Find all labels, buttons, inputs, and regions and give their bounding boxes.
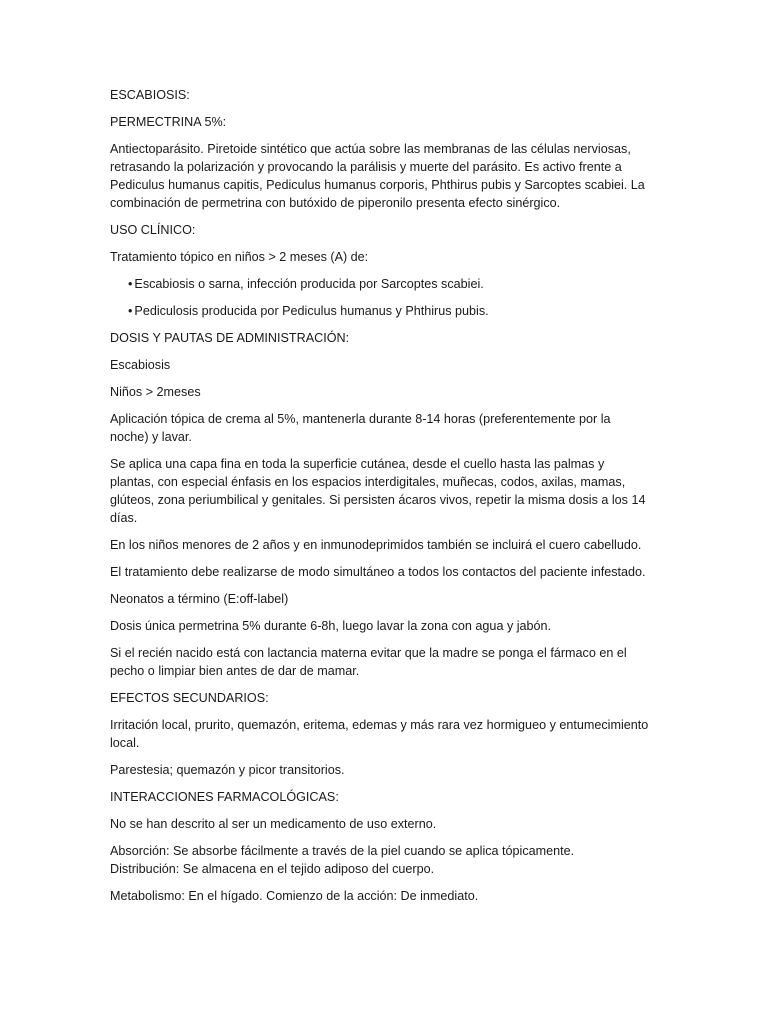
paragraph-under-two: En los niños menores de 2 años y en inmunodeprimidos también se incluirá el cuero cabelludo. (110, 538, 642, 552)
absorption-line: Absorción: Se absorbe fácilmente a través de la piel cuando se aplica tópicamente. (110, 844, 575, 858)
section-heading-interacciones: INTERACCIONES FARMACOLÓGICAS: (110, 790, 339, 804)
paragraph-contacts: El tratamiento debe realizarse de modo simultáneo a todos los contactos del paciente infestado. (110, 565, 646, 579)
distribution-line: Distribución: Se almacena en el tejido adiposo del cuerpo. (110, 862, 435, 876)
paragraph-treatment: Tratamiento tópico en niños > 2 meses (A) de: (110, 250, 369, 264)
section-heading-dosis: DOSIS Y PAUTAS DE ADMINISTRACIÓN: (110, 331, 350, 345)
paragraph-application: Aplicación tópica de crema al 5%, mantenerla durante 8-14 horas (preferentemente por la noche) y lavar. (110, 412, 611, 444)
section-heading-escabiosis: ESCABIOSIS: (110, 88, 190, 102)
section-heading-uso-clinico: USO CLÍNICO: (110, 223, 196, 237)
paragraph-description: Antiectoparásito. Piretoide sintético que actúa sobre las membranas de las células nerviosas, retrasando la polarización y provocando la parálisis y muerte del parásito. Es activo frente a Pediculus humanus capitis, Pediculus humanus corporis, Phthirus pubis y Sarcoptes scabiei. La combinación de permetrina con butóxido de piperonilo presenta efecto sinérgico. (110, 142, 645, 210)
paragraph-paresthesia: Parestesia; quemazón y picor transitorios. (110, 763, 345, 777)
list-item: • Escabiosis o sarna, infección producida por Sarcoptes scabiei. (128, 275, 650, 293)
paragraph-no-interactions: No se han descrito al ser un medicamento de uso externo. (110, 817, 437, 831)
paragraph-single-dose: Dosis única permetrina 5% durante 6-8h, luego lavar la zona con agua y jabón. (110, 619, 552, 633)
section-heading-efectos: EFECTOS SECUNDARIOS: (110, 691, 269, 705)
subheading-neonatos: Neonatos a término (E:off-label) (110, 592, 289, 606)
paragraph-side-effects: Irritación local, prurito, quemazón, eritema, edemas y más rara vez hormigueo y entumecimiento local. (110, 718, 649, 750)
paragraph-breastfeeding: Si el recién nacido está con lactancia materna evitar que la madre se ponga el fármaco en el pecho o limpiar bien antes de dar de mamar. (110, 646, 627, 678)
paragraph-pharmacokinetics (110, 842, 650, 878)
document-page (110, 86, 650, 914)
paragraph-thin-layer: Se aplica una capa fina en toda la superficie cutánea, desde el cuello hasta las palmas y plantas, con especial énfasis en los espacios interdigitales, muñecas, codos, axilas, mamas, glúteos, zona periumbilical y genitales. Si persisten ácaros vivos, repetir la misma dosis a los 14 días. (110, 457, 646, 525)
section-heading-permetrina: PERMECTRINA 5%: (110, 115, 227, 129)
indications-list (110, 275, 650, 320)
subheading-escabiosis: Escabiosis (110, 358, 171, 372)
paragraph-metabolism: Metabolismo: En el hígado. Comienzo de la acción: De inmediato. (110, 889, 479, 903)
list-item: • Pediculosis producida por Pediculus humanus y Phthirus pubis. (128, 302, 650, 320)
subheading-ninos: Niños > 2meses (110, 385, 201, 399)
